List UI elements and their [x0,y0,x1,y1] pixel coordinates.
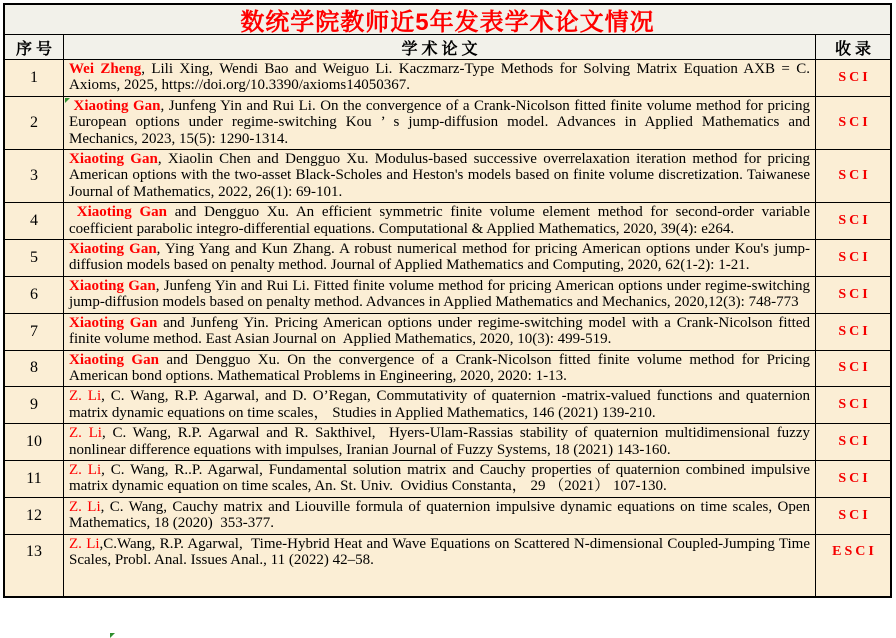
index-cell[interactable] [815,203,890,239]
index-cell[interactable] [815,498,890,534]
index-tag: SCI [838,114,871,130]
row-number-cell[interactable] [5,461,63,497]
paper-author: Z. Li [69,461,102,478]
paper-citation: and Dengguo Xu. An efficient symmetric finite volume element method for second-order variable coefficient parabolic integro-differential equations. Computational & Applied Mathematics, 2020, 39(4): e264. [69,204,810,237]
paper-citation: and Dengguo Xu. On the convergence of a Crank-Nicolson fitted finite volume method for Pricing American bond options. Mathematical Problems in Engineering, 2020, 2020: 1-13. [69,351,810,384]
index-tag: SCI [838,249,871,265]
paper-citation: , Ying Yang and Kun Zhang. A robust numerical method for pricing American options under Kou's jump-diffusion models based on penalty method. Journal of Applied Mathematics and Computing, 2020, 62(1-2): 1-21. [69,241,810,274]
paper-cell[interactable] [63,351,815,387]
row-number-cell[interactable] [5,97,63,149]
table-title-row [5,5,890,35]
paper-author: Z. Li [69,535,100,552]
cell-tag[interactable] [815,570,890,596]
table-row [5,424,890,461]
row-number-cell[interactable] [5,60,63,96]
paper-author: Xiaoting Gan [69,277,156,294]
paper-citation: , C. Wang, R.P. Agarwal and R. Sakthivel, Hyers-Ulam-Rassias stability of quaternion multidimensional fuzzy nonlinear difference equations with impulses, Iranian Journal of Fuzzy Systems, 18 (2021) 143-160. [69,425,810,458]
index-tag: ESCI [832,544,877,560]
paper-cell[interactable] [63,314,815,350]
row-number: 6 [30,285,38,303]
row-number: 1 [30,68,38,86]
table-row [5,97,890,150]
index-cell[interactable] [815,240,890,276]
row-number-cell[interactable] [5,150,63,202]
row-number: 12 [26,506,42,524]
paper-author: Xiaoting Gan [69,97,161,114]
paper-author: Xiaoting Gan [69,351,159,368]
paper-citation: ,C.Wang, R.P. Agarwal, Time-Hybrid Heat and Wave Equations on Scattered N-dimensional Coupled-Jumping Time Scales, Probl. Anal. Issues Anal., 11 (2022) 42–58. [69,535,810,568]
index-tag: SCI [838,213,871,229]
column-header-indexed[interactable]: 收录 [815,35,890,59]
paper-cell[interactable] [63,60,815,96]
table-row [5,387,890,424]
row-number-cell[interactable] [5,240,63,276]
index-cell[interactable] [815,60,890,96]
paper-citation: , C. Wang, R..P. Agarwal, Fundamental solution matrix and Cauchy properties of quaternion combined impulsive matrix dynamic equation on time scales, An. St. Univ. Ovidius Constanta， 29 （2021） 107-130. [69,461,810,495]
row-number: 11 [26,469,42,487]
row-number-cell[interactable] [5,535,63,571]
paper-cell[interactable] [63,461,815,497]
paper-cell[interactable] [63,240,815,276]
index-cell[interactable] [815,351,890,387]
index-cell[interactable] [815,535,890,571]
page-title: 数统学院教师近5年发表学术论文情况 [240,9,655,36]
paper-cell[interactable] [63,97,815,149]
partial-row [5,570,890,596]
paper-cell[interactable] [63,424,815,460]
index-tag: SCI [838,323,871,339]
table-row [5,203,890,240]
index-cell[interactable] [815,387,890,423]
table-row [5,240,890,277]
paper-citation: , Lili Xing, Wendi Bao and Weiguo Li. Kaczmarz-Type Methods for Solving Matrix Equation AXB = C. Axioms, 2025, https://doi.org/10.3390/axioms14050367. [69,61,810,94]
row-number-cell[interactable] [5,203,63,239]
index-cell[interactable] [815,277,890,313]
index-cell[interactable] [815,314,890,350]
index-tag: SCI [838,470,871,486]
index-cell[interactable] [815,461,890,497]
index-cell[interactable] [815,97,890,149]
row-number: 10 [26,433,42,451]
paper-cell[interactable] [63,535,815,571]
index-tag: SCI [838,168,871,184]
column-header-papers[interactable]: 学术论文 [63,35,815,59]
paper-citation: , Junfeng Yin and Rui Li. Fitted finite volume method for pricing American options under regime-switching jump-diffusion models based on penalty method. Advances in Applied Mathematics and Mechanics, 2020,12(3): 748-773 [69,277,810,311]
paper-cell[interactable] [63,498,815,534]
table-row [5,60,890,97]
index-tag: SCI [838,507,871,523]
paper-cell[interactable] [63,203,815,239]
row-number-cell[interactable] [5,277,63,313]
row-number: 13 [26,543,42,561]
table-row [5,351,890,388]
row-number: 4 [30,212,38,230]
paper-author: Z. Li [69,498,101,515]
green-corner-marker-icon [65,98,70,103]
table-body [5,60,890,570]
row-number: 9 [30,396,38,414]
table-row [5,498,890,535]
index-cell[interactable] [815,150,890,202]
paper-author: Z. Li [69,425,102,442]
cell-paper[interactable] [63,570,815,596]
paper-citation: , Junfeng Yin and Rui Li. On the convergence of a Crank-Nicolson fitted finite volume method for pricing European options under regime-switching Kou ’ s jump-diffusion model. Advances in Applied Mathematics and Mechanics, 2023, 15(5): 1290-1314. [69,97,810,147]
table-row [5,277,890,314]
green-marker-icon [110,633,115,638]
cell-no[interactable] [5,570,63,596]
row-number: 2 [30,113,38,131]
paper-author: Wei Zheng [69,61,142,77]
paper-cell[interactable] [63,150,815,202]
row-number: 5 [30,248,38,266]
paper-citation: and Junfeng Yin. Pricing American options under regime-switching model with a Crank-Nicolson fitted finite volume method. East Asian Journal on Applied Mathematics, 2020, 10(3): 499-519. [69,314,810,348]
index-tag: SCI [838,69,871,85]
row-number-cell[interactable] [5,351,63,387]
index-tag: SCI [838,286,871,302]
row-number: 3 [30,167,38,185]
row-number-cell[interactable] [5,314,63,350]
column-header-no[interactable]: 序号 [15,40,56,58]
paper-citation: , C. Wang, Cauchy matrix and Liouville formula of quaternion impulsive dynamic equations on time scales, Open Mathematics, 18 (2020) 353-377. [69,498,810,532]
paper-citation: , C. Wang, R.P. Agarwal, and D. O’Regan, Commutativity of quaternion -matrix-valued functions and quaternion matrix dynamic equations on time scales， Studies in Applied Mathematics, 146 (2021) 139-210. [69,388,811,421]
papers-table [3,3,892,598]
paper-author: Xiaoting Gan [69,204,167,221]
table-row [5,150,890,203]
paper-author: Xiaoting Gan [69,241,157,258]
paper-author: Z. Li [69,388,102,405]
paper-cell[interactable] [63,387,815,423]
index-tag: SCI [838,434,871,450]
row-number: 7 [30,322,38,340]
table-row [5,461,890,498]
index-tag: SCI [838,360,871,376]
paper-citation: , Xiaolin Chen and Dengguo Xu. Modulus-based successive overrelaxation iteration method for pricing American options with the two-asset Black-Scholes and Heston's models based on finite volume discretization. Taiwanese Journal of Mathematics, 2022, 26(1): 69-101. [69,151,811,200]
paper-author: Xiaoting Gan [69,314,158,331]
index-tag: SCI [838,397,871,413]
row-number: 8 [30,359,38,377]
table-row [5,535,890,571]
paper-author: Xiaoting Gan [69,151,158,168]
table-row [5,314,890,351]
table-header [5,35,890,60]
index-cell[interactable] [815,424,890,460]
row-number-cell[interactable] [5,424,63,460]
row-number-cell[interactable] [5,498,63,534]
paper-cell[interactable] [63,277,815,313]
row-number-cell[interactable] [5,387,63,423]
